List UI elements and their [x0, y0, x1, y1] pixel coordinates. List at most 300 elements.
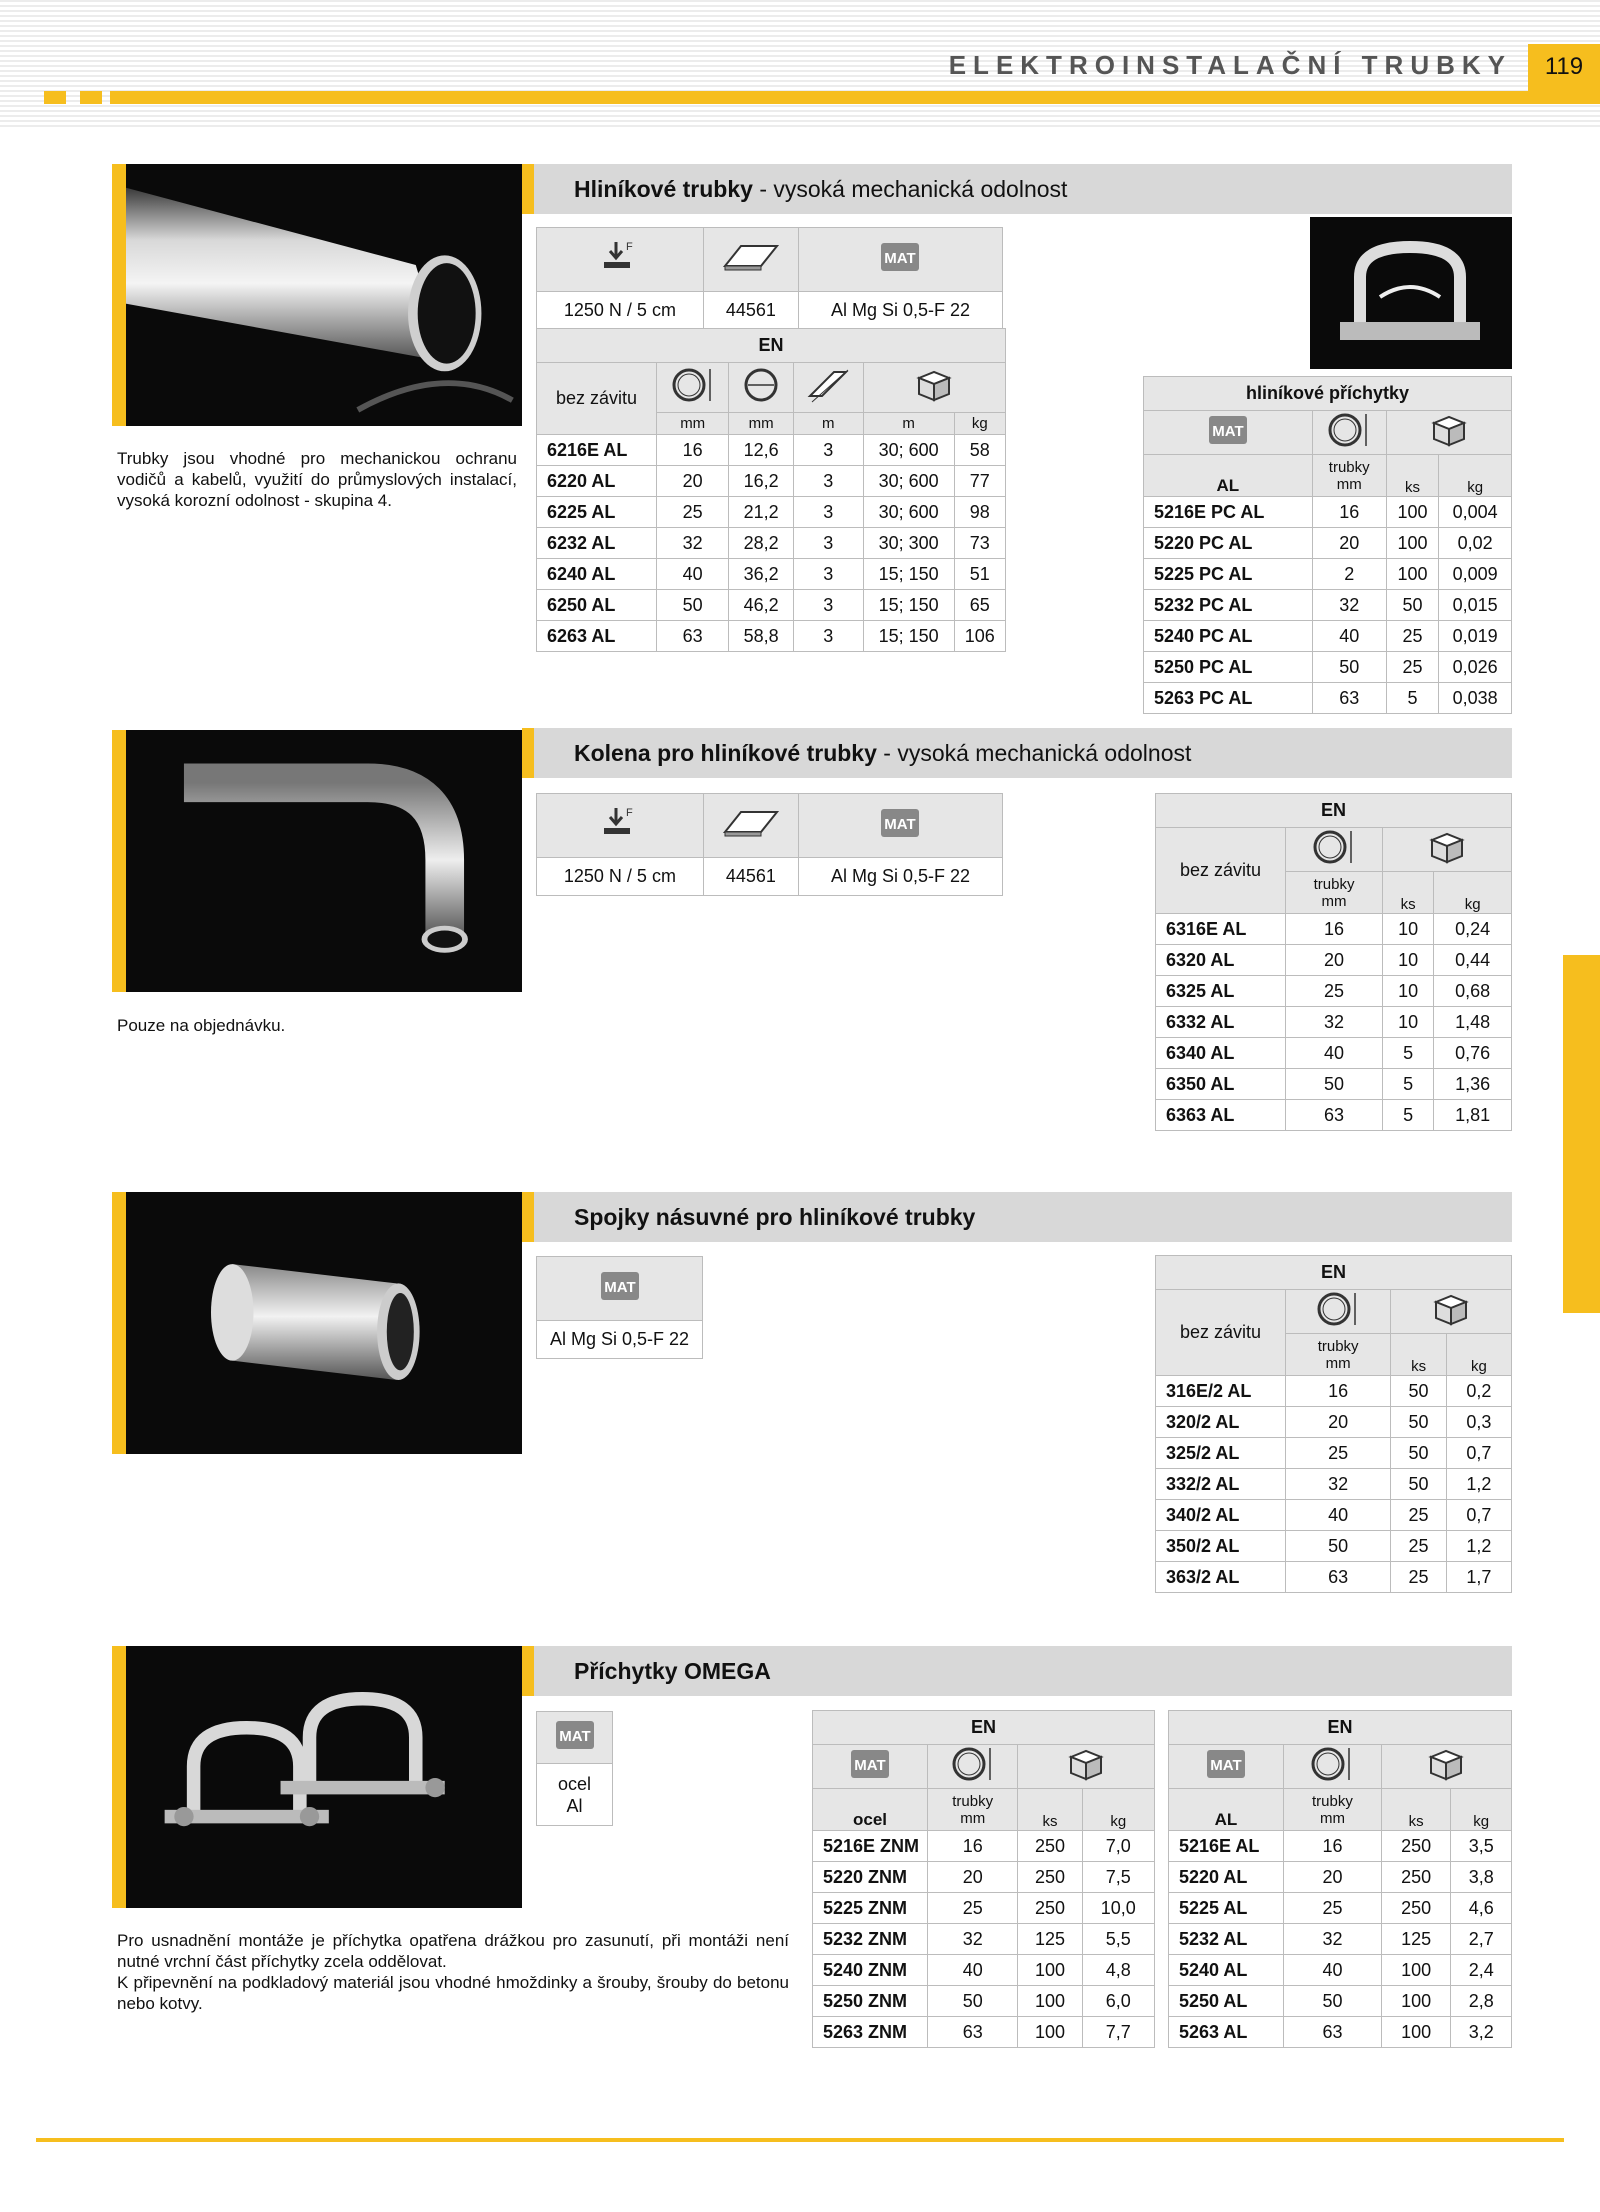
- table-row: [1144, 683, 1512, 714]
- table-cell: 100: [1381, 2017, 1451, 2048]
- table-cell: 73: [954, 528, 1005, 559]
- product-code: 325/2 AL: [1156, 1438, 1286, 1469]
- package-box-icon: [1018, 1745, 1155, 1789]
- table-cell: 16: [928, 1831, 1018, 1862]
- table-cell: 6,0: [1082, 1986, 1154, 2017]
- product-code: 5240 ZNM: [813, 1955, 928, 1986]
- table-cell: 16: [1312, 497, 1386, 528]
- table-cell: 0,7: [1446, 1500, 1511, 1531]
- table-row: [1156, 914, 1512, 945]
- photo-omega-clips: [112, 1646, 522, 1908]
- table-cell: 3: [793, 466, 863, 497]
- product-code: 5250 AL: [1169, 1986, 1284, 2017]
- table-row: [537, 435, 1006, 466]
- table-clips: hliníkové příchytky MAT AL trubky mm ks kg 5216E PC AL 16 100 0,004 5220 PC AL 20 100 0,02 5225 PC AL 2 100 0,009 5232 PC AL 32 50 0,015 5240 PC AL 40 25 0,019 5250 PC AL 50 25 0,026 5263 PC AL 63 5 0,038: [1143, 376, 1512, 714]
- table-cell: 4,6: [1451, 1893, 1512, 1924]
- table-cell: 63: [928, 2017, 1018, 2048]
- table-row: [1144, 621, 1512, 652]
- table-cell: 125: [1381, 1924, 1451, 1955]
- table-omega-al-body: [1169, 1831, 1512, 2048]
- table-cell: 0,24: [1434, 914, 1512, 945]
- spec-table-tubes: [536, 227, 1003, 330]
- table-omega-steel: EN MAT ocel trubky mm ks kg 5216E ZNM 16 250 7,0 5220 ZNM 20 250 7,5 5225 ZNM 25 250 10,0 5232 ZNM 32 125 5,5 5240 ZNM 40 100 4,8 5250 ZNM 50 100 6,0 5263 ZNM 63 100 7,7: [812, 1710, 1155, 2048]
- table-cell: 32: [1286, 1469, 1391, 1500]
- table-cell: 63: [1284, 2017, 1382, 2048]
- spec-table-couplers: [536, 1256, 703, 1359]
- spec-force: 1250 N / 5 cm: [537, 858, 704, 896]
- table-cell: 10: [1383, 1007, 1434, 1038]
- table-cell: 30; 600: [863, 497, 954, 528]
- table-cell: 250: [1018, 1831, 1082, 1862]
- table-cell: 12,6: [729, 435, 794, 466]
- table-cell: 1,81: [1434, 1100, 1512, 1131]
- spec-material: Al Mg Si 0,5-F 22: [537, 1321, 703, 1359]
- tube-diameter-icon: [657, 363, 729, 413]
- table-cell: 20: [1286, 1407, 1391, 1438]
- side-tab: [1563, 955, 1600, 1313]
- footer-line: [36, 2138, 1564, 2142]
- tube-diameter-icon: [1312, 411, 1386, 455]
- table-cell: 32: [657, 528, 729, 559]
- table-cell: 25: [657, 497, 729, 528]
- svg-text:MAT: MAT: [603, 1279, 636, 1296]
- spec-material-al: Al: [566, 1795, 583, 1816]
- table-cell: 50: [1391, 1469, 1447, 1500]
- force-icon: [537, 794, 704, 858]
- description-tubes: Trubky jsou vhodné pro mechanickou ochranu vodičů a kabelů, využití do průmyslových instalací, vysoká korozní odolnost - skupina 4.: [117, 449, 517, 510]
- table-cell: 1,2: [1446, 1531, 1511, 1562]
- table-cell: 40: [657, 559, 729, 590]
- table-cell: 0,004: [1439, 497, 1512, 528]
- product-code: 6250 AL: [537, 590, 657, 621]
- photo-sleeve-coupler: [112, 1192, 522, 1454]
- table-cell: 32: [1312, 590, 1386, 621]
- table-cell: 250: [1018, 1893, 1082, 1924]
- table-cell: 50: [928, 1986, 1018, 2017]
- product-code: 6340 AL: [1156, 1038, 1286, 1069]
- table-cell: 16: [1284, 1831, 1382, 1862]
- page-title: ELEKTROINSTALAČNÍ TRUBKY: [948, 50, 1512, 80]
- product-code: 6320 AL: [1156, 945, 1286, 976]
- table-cell: 25: [1391, 1531, 1447, 1562]
- table-row: [1156, 1438, 1512, 1469]
- table-cell: 7,5: [1082, 1862, 1154, 1893]
- table-row: [537, 497, 1006, 528]
- product-code: 6220 AL: [537, 466, 657, 497]
- table-row: [1169, 1924, 1512, 1955]
- table-row: [1156, 945, 1512, 976]
- material-icon: [537, 1257, 703, 1321]
- table-row: [1156, 1469, 1512, 1500]
- table-row: [1169, 1831, 1512, 1862]
- inner-diameter-icon: [729, 363, 794, 413]
- product-code: 6316E AL: [1156, 914, 1286, 945]
- table-cell: 0,009: [1439, 559, 1512, 590]
- table-cell: 5: [1383, 1038, 1434, 1069]
- table-cell: 1,7: [1446, 1562, 1511, 1593]
- table-cell: 10: [1383, 914, 1434, 945]
- table-cell: 250: [1018, 1862, 1082, 1893]
- spec-table-omega: [536, 1711, 613, 1826]
- table-cell: 0,02: [1439, 528, 1512, 559]
- product-code: 320/2 AL: [1156, 1407, 1286, 1438]
- table-cell: 25: [1286, 1438, 1391, 1469]
- table-row: [813, 1986, 1155, 2017]
- table-row: [1144, 528, 1512, 559]
- svg-text:MAT: MAT: [1210, 1757, 1242, 1774]
- product-code: 6263 AL: [537, 621, 657, 652]
- table-row: [1169, 1893, 1512, 1924]
- table-row: [813, 2017, 1155, 2048]
- material-icon: [537, 1712, 613, 1764]
- table-cell: 100: [1386, 559, 1439, 590]
- table-cell: 50: [1284, 1986, 1382, 2017]
- product-code: 5225 PC AL: [1144, 559, 1313, 590]
- table-row: [813, 1924, 1155, 1955]
- table-cell: 106: [954, 621, 1005, 652]
- product-code: 6216E AL: [537, 435, 657, 466]
- table-row: [1156, 1038, 1512, 1069]
- table-cell: 40: [1284, 1955, 1382, 1986]
- table-cell: 50: [1312, 652, 1386, 683]
- surface-icon: [703, 794, 798, 858]
- table-cell: 0,3: [1446, 1407, 1511, 1438]
- table-cell: 15; 150: [863, 621, 954, 652]
- table-cell: 32: [1286, 1007, 1383, 1038]
- spec-surface: 44561: [703, 292, 798, 330]
- table-cell: 0,2: [1446, 1376, 1511, 1407]
- photo-tube-elbow: [112, 730, 522, 992]
- table-cell: 7,0: [1082, 1831, 1154, 1862]
- table-couplers-body: [1156, 1376, 1512, 1593]
- product-code: 6240 AL: [537, 559, 657, 590]
- product-code: 5240 AL: [1169, 1955, 1284, 1986]
- table-cell: 15; 150: [863, 590, 954, 621]
- package-box-icon: [863, 363, 1005, 413]
- table-cell: 32: [928, 1924, 1018, 1955]
- product-code: 5216E PC AL: [1144, 497, 1313, 528]
- product-code: 6363 AL: [1156, 1100, 1286, 1131]
- table-cell: 5: [1386, 683, 1439, 714]
- table-row: [1156, 1500, 1512, 1531]
- table-cell: 50: [1386, 590, 1439, 621]
- product-code: 5225 AL: [1169, 1893, 1284, 1924]
- material-icon: [1169, 1745, 1284, 1789]
- table-cell: 46,2: [729, 590, 794, 621]
- package-box-icon: [1386, 411, 1511, 455]
- table-omega-al: EN MAT AL trubky mm ks kg 5216E AL 16 250 3,5 5220 AL 20 250 3,8 5225 AL 25 250 4,6 5232 AL 32 125 2,7 5240 AL 40 100 2,4 5250 AL 50 100 2,8 5263 AL 63 100 3,2: [1168, 1710, 1512, 2048]
- product-code: 350/2 AL: [1156, 1531, 1286, 1562]
- product-code: 332/2 AL: [1156, 1469, 1286, 1500]
- table-cell: 50: [1286, 1069, 1383, 1100]
- force-icon: [537, 228, 704, 292]
- table-cell: 125: [1018, 1924, 1082, 1955]
- table-cell: 0,44: [1434, 945, 1512, 976]
- material-icon: [798, 794, 1002, 858]
- table-row: [813, 1862, 1155, 1893]
- table-cell: 10,0: [1082, 1893, 1154, 1924]
- surface-icon: [703, 228, 798, 292]
- table-row: [1169, 1955, 1512, 1986]
- tube-diameter-icon: [1284, 1745, 1382, 1789]
- svg-text:MAT: MAT: [1212, 423, 1244, 440]
- table-cell: 100: [1386, 497, 1439, 528]
- product-code: 5232 ZNM: [813, 1924, 928, 1955]
- table-tubes-en: EN: [537, 329, 1006, 363]
- table-cell: 0,026: [1439, 652, 1512, 683]
- table-tubes-body: [537, 435, 1006, 652]
- table-cell: 100: [1381, 1955, 1451, 1986]
- material-icon: [1144, 411, 1313, 455]
- product-code: 5263 AL: [1169, 2017, 1284, 2048]
- table-cell: 21,2: [729, 497, 794, 528]
- table-row: [1144, 590, 1512, 621]
- svg-text:MAT: MAT: [884, 250, 917, 267]
- table-row: [1156, 1407, 1512, 1438]
- table-row: [1156, 1007, 1512, 1038]
- table-cell: 32: [1284, 1924, 1382, 1955]
- table-cell: 28,2: [729, 528, 794, 559]
- table-cell: 100: [1381, 1986, 1451, 2017]
- table-cell: 98: [954, 497, 1005, 528]
- table-tubes-label: bez závitu: [537, 363, 657, 435]
- table-cell: 50: [657, 590, 729, 621]
- spec-table-elbows: [536, 793, 1003, 896]
- table-cell: 16: [657, 435, 729, 466]
- table-cell: 65: [954, 590, 1005, 621]
- spec-surface: 44561: [703, 858, 798, 896]
- table-cell: 10: [1383, 976, 1434, 1007]
- product-code: 6325 AL: [1156, 976, 1286, 1007]
- product-code: 5232 PC AL: [1144, 590, 1313, 621]
- table-row: [1156, 1562, 1512, 1593]
- product-code: 5220 PC AL: [1144, 528, 1313, 559]
- product-code: 5250 ZNM: [813, 1986, 928, 2017]
- table-row: [813, 1955, 1155, 1986]
- header-line: [110, 91, 1600, 104]
- table-cell: 20: [657, 466, 729, 497]
- table-cell: 25: [928, 1893, 1018, 1924]
- spec-material: Al Mg Si 0,5-F 22: [798, 292, 1002, 330]
- table-cell: 15; 150: [863, 559, 954, 590]
- product-code: 6232 AL: [537, 528, 657, 559]
- table-elbows: EN bez závitu trubky mm ks kg 6316E AL 16 10 0,24 6320 AL 20 10 0,44 6325 AL 25 10 0,68 6332 AL 32 10 1,48 6340 AL 40 5 0,76 6350 AL 50 5 1,36 6363 AL 63 5 1,81: [1155, 793, 1512, 1131]
- table-cell: 25: [1391, 1500, 1447, 1531]
- product-code: 5225 ZNM: [813, 1893, 928, 1924]
- table-cell: 58,8: [729, 621, 794, 652]
- table-cell: 250: [1381, 1831, 1451, 1862]
- table-cell: 63: [1312, 683, 1386, 714]
- table-cell: 30; 600: [863, 435, 954, 466]
- product-code: 363/2 AL: [1156, 1562, 1286, 1593]
- product-code: 5220 AL: [1169, 1862, 1284, 1893]
- table-cell: 40: [1286, 1500, 1391, 1531]
- section-title-couplers: Spojky násuvné pro hliníkové trubky: [522, 1192, 1512, 1242]
- product-code: 5216E ZNM: [813, 1831, 928, 1862]
- table-cell: 50: [1391, 1376, 1447, 1407]
- spec-material-steel: ocel: [557, 1773, 592, 1794]
- table-row: [1156, 976, 1512, 1007]
- table-cell: 25: [1386, 652, 1439, 683]
- table-row: [537, 528, 1006, 559]
- table-cell: 16: [1286, 1376, 1391, 1407]
- spec-force: 1250 N / 5 cm: [537, 292, 704, 330]
- table-cell: 3,8: [1451, 1862, 1512, 1893]
- table-cell: 20: [1284, 1862, 1382, 1893]
- table-cell: 0,7: [1446, 1438, 1511, 1469]
- product-code: 6350 AL: [1156, 1069, 1286, 1100]
- product-code: 5220 ZNM: [813, 1862, 928, 1893]
- table-cell: 1,36: [1434, 1069, 1512, 1100]
- table-cell: 40: [1286, 1038, 1383, 1069]
- product-code: 5263 ZNM: [813, 2017, 928, 2048]
- table-row: [1156, 1069, 1512, 1100]
- product-code: 5216E AL: [1169, 1831, 1284, 1862]
- table-row: [1144, 497, 1512, 528]
- table-cell: 3: [793, 435, 863, 466]
- table-cell: 2,7: [1451, 1924, 1512, 1955]
- table-cell: 16,2: [729, 466, 794, 497]
- tube-diameter-icon: [1286, 828, 1383, 872]
- product-code: 5263 PC AL: [1144, 683, 1313, 714]
- table-row: [1169, 1986, 1512, 2017]
- table-cell: 3: [793, 621, 863, 652]
- table-cell: 50: [1391, 1438, 1447, 1469]
- svg-text:F: F: [625, 241, 633, 253]
- table-cell: 2,8: [1451, 1986, 1512, 2017]
- table-cell: 51: [954, 559, 1005, 590]
- table-cell: 50: [1391, 1407, 1447, 1438]
- description-omega: Pro usnadnění montáže je příchytka opatřena drážkou pro zasunutí, při montáži není nutné vrchní část příchytky zcela oddělovat. K připevnění na podkladový materiál jsou vhodné hmoždinky a šrouby, šrouby do betonu nebo kotvy.: [117, 1931, 789, 2013]
- table-row: [537, 559, 1006, 590]
- table-row: [1169, 2017, 1512, 2048]
- table-tubes: EN bez závitu mm mm m m kg 6216E AL 16 12,6 3 30; 600 58 6220 AL 20 16,2 3 30; 600 77 6225 AL 25 21,2 3 30; 600 98 6232 AL 32 28,2 3 30; 300 73 6240 AL 40 36,2 3 15; 150 51 6250 AL 50 46,2 3 15; 150 65 6263 AL 63 58,8 3 15; 150 106: [536, 328, 1006, 652]
- table-elbows-body: [1156, 914, 1512, 1131]
- package-box-icon: [1381, 1745, 1511, 1789]
- table-cell: 4,8: [1082, 1955, 1154, 1986]
- product-code: 5250 PC AL: [1144, 652, 1313, 683]
- table-cell: 100: [1386, 528, 1439, 559]
- table-cell: 20: [1286, 945, 1383, 976]
- table-cell: 0,015: [1439, 590, 1512, 621]
- table-cell: 5: [1383, 1069, 1434, 1100]
- table-cell: 63: [657, 621, 729, 652]
- table-cell: 10: [1383, 945, 1434, 976]
- table-cell: 3: [793, 559, 863, 590]
- table-cell: 25: [1391, 1562, 1447, 1593]
- svg-text:MAT: MAT: [854, 1757, 886, 1774]
- table-cell: 0,68: [1434, 976, 1512, 1007]
- tube-diameter-icon: [928, 1745, 1018, 1789]
- table-cell: 3: [793, 497, 863, 528]
- material-icon: [813, 1745, 928, 1789]
- table-cell: 3,5: [1451, 1831, 1512, 1862]
- table-cell: 0,019: [1439, 621, 1512, 652]
- table-row: [537, 590, 1006, 621]
- table-cell: 40: [928, 1955, 1018, 1986]
- table-clips-body: [1144, 497, 1512, 714]
- table-couplers: EN bez závitu trubky mm ks kg 316E/2 AL 16 50 0,2 320/2 AL 20 50 0,3 325/2 AL 25 50 0,7 332/2 AL 32 50 1,2 340/2 AL 40 25 0,7 350/2 AL 50 25 1,2 363/2 AL 63 25 1,7: [1155, 1255, 1512, 1593]
- table-cell: 2,4: [1451, 1955, 1512, 1986]
- table-cell: 20: [1312, 528, 1386, 559]
- table-cell: 16: [1286, 914, 1383, 945]
- table-cell: 0,038: [1439, 683, 1512, 714]
- table-cell: 250: [1381, 1862, 1451, 1893]
- table-cell: 25: [1286, 976, 1383, 1007]
- material-icon: [798, 228, 1002, 292]
- table-row: [537, 466, 1006, 497]
- photo-aluminium-tube: [112, 164, 522, 426]
- table-cell: 58: [954, 435, 1005, 466]
- table-cell: 1,48: [1434, 1007, 1512, 1038]
- table-row: [813, 1831, 1155, 1862]
- table-cell: 25: [1386, 621, 1439, 652]
- section-title-elbows: Kolena pro hliníkové trubky - vysoká mechanická odolnost: [522, 728, 1512, 778]
- product-code: 5240 PC AL: [1144, 621, 1313, 652]
- svg-text:MAT: MAT: [558, 1728, 591, 1745]
- table-row: [1144, 652, 1512, 683]
- table-clips-title: hliníkové příchytky: [1144, 377, 1512, 411]
- table-row: [1144, 559, 1512, 590]
- photo-aluminium-clip: [1310, 217, 1512, 369]
- table-cell: 63: [1286, 1100, 1383, 1131]
- table-cell: 25: [1284, 1893, 1382, 1924]
- package-box-icon: [1391, 1290, 1512, 1334]
- table-row: [1169, 1862, 1512, 1893]
- table-row: [1156, 1531, 1512, 1562]
- product-code: 316E/2 AL: [1156, 1376, 1286, 1407]
- table-row: [537, 621, 1006, 652]
- table-cell: 77: [954, 466, 1005, 497]
- page-number: 119: [1528, 44, 1600, 102]
- table-cell: 100: [1018, 1986, 1082, 2017]
- table-cell: 3: [793, 590, 863, 621]
- product-code: 6225 AL: [537, 497, 657, 528]
- table-cell: 1,2: [1446, 1469, 1511, 1500]
- table-omega-steel-body: [813, 1831, 1155, 2048]
- table-cell: 2: [1312, 559, 1386, 590]
- table-cell: 5: [1383, 1100, 1434, 1131]
- table-cell: 40: [1312, 621, 1386, 652]
- description-elbows: Pouze na objednávku.: [117, 1016, 286, 1035]
- section-title-tubes: Hliníkové trubky - vysoká mechanická odolnost: [522, 164, 1512, 214]
- table-cell: 36,2: [729, 559, 794, 590]
- table-cell: 100: [1018, 2017, 1082, 2048]
- table-cell: 7,7: [1082, 2017, 1154, 2048]
- section-title-omega: Příchytky OMEGA: [522, 1646, 1512, 1696]
- table-cell: 0,76: [1434, 1038, 1512, 1069]
- table-cell: 5,5: [1082, 1924, 1154, 1955]
- table-row: [1156, 1100, 1512, 1131]
- spec-material: Al Mg Si 0,5-F 22: [798, 858, 1002, 896]
- product-code: 5232 AL: [1169, 1924, 1284, 1955]
- package-box-icon: [1383, 828, 1512, 872]
- product-code: 6332 AL: [1156, 1007, 1286, 1038]
- tube-diameter-icon: [1286, 1290, 1391, 1334]
- product-code: 340/2 AL: [1156, 1500, 1286, 1531]
- length-icon: [793, 363, 863, 413]
- table-row: [1156, 1376, 1512, 1407]
- table-cell: 63: [1286, 1562, 1391, 1593]
- svg-text:MAT: MAT: [884, 816, 917, 833]
- table-cell: 50: [1286, 1531, 1391, 1562]
- table-cell: 20: [928, 1862, 1018, 1893]
- table-cell: 100: [1018, 1955, 1082, 1986]
- table-row: [813, 1893, 1155, 1924]
- svg-text:F: F: [625, 807, 633, 819]
- table-cell: 30; 300: [863, 528, 954, 559]
- table-cell: 30; 600: [863, 466, 954, 497]
